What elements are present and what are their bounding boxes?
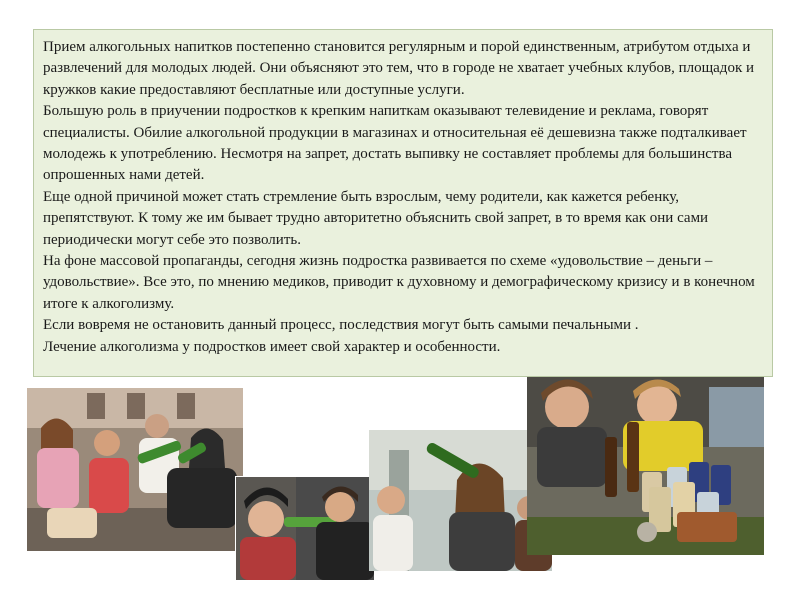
paragraph: Еще одной причиной может стать стремление быть взрослым, чему родители, как кажется ребенку, препятствуют. К тому же им бывает трудно авторитетно объяснить свой запрет, в то время как они сами периодически могут себе это позволить.: [43, 188, 709, 248]
photo-boys-with-beer-cans: [527, 377, 764, 555]
paragraph: На фоне массовой пропаганды, сегодня жизнь подростка развивается по схеме «удовольствие – деньги – удовольствие». Все это, по мнению медиков, приводит к духовному и демографическому кризису и в конечном итоге к алкоголизму.: [43, 253, 755, 312]
photo-girl-drinking-bottle: [369, 430, 552, 571]
text-block: [33, 29, 773, 377]
paragraph: Лечение алкоголизма у подростков имеет свой характер и особенности.: [43, 338, 501, 355]
photo-teens-drinking-bottle: [235, 476, 375, 581]
paragraph: Если вовремя не остановить данный процесс, последствия могут быть самыми печальными .: [43, 317, 639, 334]
paragraph: Большую роль в приучении подростков к крепким напиткам оказывают телевидение и реклама, говорят специалисты. Обилие алкогольной продукции в магазинах и относительная её дешевизна также подталкивает молодежь к употреблению. Несмотря на запрет, достать выпивку не составляет проблемы для большинства опрошенных нами детей.: [43, 103, 747, 184]
photo-teens-on-steps: [27, 388, 243, 551]
paragraph: Прием алкогольных напитков постепенно становится регулярным и порой единственным, атрибутом отдыха и развлечений для молодых людей. Они объясняют это тем, что в городе не хватает учебных клубов, площадок и кружков какие предоставляют бесплатные или доступные услуги.: [43, 39, 755, 98]
